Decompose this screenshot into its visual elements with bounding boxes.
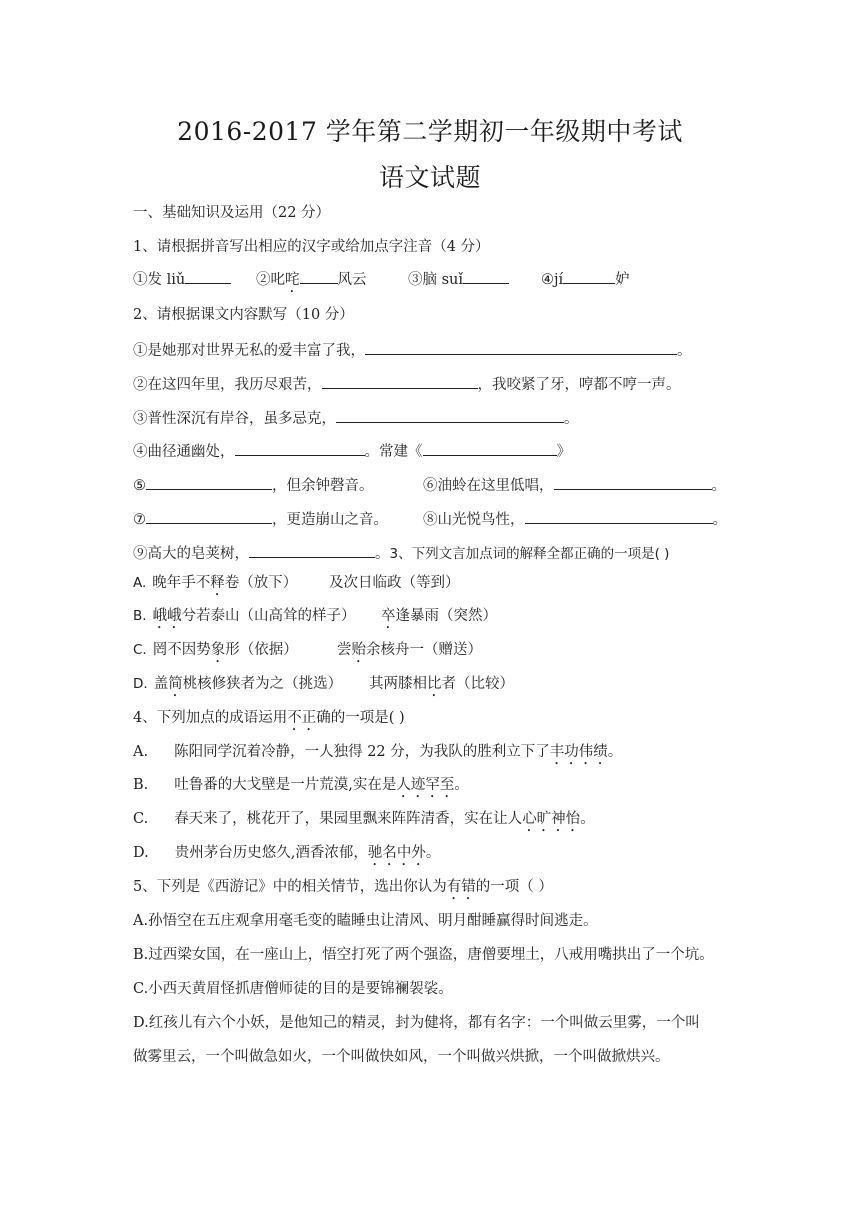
q5-option-c: C.小西天黄眉怪抓唐僧师徒的目的是要锦襕袈裟。 bbox=[133, 981, 453, 997]
answer-blank[interactable] bbox=[146, 474, 272, 490]
question-1-prompt: 1、请根据拼音写出相应的汉字或给加点字注音（4 分） bbox=[133, 239, 490, 255]
answer-blank[interactable] bbox=[336, 407, 564, 423]
q5-option-a: A.孙悟空在五庄观拿用毫毛变的瞌睡虫让清风、明月酣睡赢得时间逃走。 bbox=[133, 913, 598, 929]
exam-title: 2016-2017 学年第二学期初一年级期中考试 bbox=[177, 117, 683, 146]
q5-option-b: B.过西梁女国，在一座山上，悟空打死了两个强盗，唐僧要埋土，八戒用嘴拱出了一个坑。 bbox=[133, 947, 714, 963]
question-4-prompt: 4、下列加点的成语运用不正确的一项是( ) bbox=[133, 710, 405, 726]
q2-line-1: ①是她那对世界无私的爱丰富了我， 。 bbox=[133, 339, 692, 361]
answer-blank[interactable] bbox=[146, 508, 272, 524]
answer-blank[interactable] bbox=[185, 268, 231, 284]
q4-option-b: B. 吐鲁番的大戈壁是一片荒漠,实在是人迹罕至。 bbox=[133, 777, 469, 793]
question-2-prompt: 2、请根据课文内容默写（10 分） bbox=[133, 307, 354, 323]
q3-option-c: C. 罔不因势象形（依据） 尝贻余核舟一（赠送） bbox=[133, 642, 482, 658]
q1-item-1: ①发 liǔ bbox=[133, 268, 231, 290]
q5-option-d-line-2: 做雾里云，一个叫做急如火，一个叫做快如风，一个叫做兴烘掀，一个叫做掀烘兴。 bbox=[133, 1049, 670, 1065]
q2-line-4: ④曲径通幽处， 。常建《 》 bbox=[133, 440, 571, 462]
q2-line-3: ③普性深沉有岸谷，虽多忌克， 。 bbox=[133, 407, 579, 429]
q3-option-b: B. 峨峨兮若泰山（山高耸的样子） 卒逢暴雨（突然） bbox=[133, 608, 497, 624]
q2-line-2: ②在这四年里，我历尽艰苦， ，我咬紧了牙，哼都不哼一声。 bbox=[133, 373, 681, 395]
answer-blank[interactable] bbox=[235, 440, 365, 456]
answer-blank[interactable] bbox=[463, 268, 509, 284]
answer-blank[interactable] bbox=[249, 542, 375, 558]
answer-blank[interactable] bbox=[365, 339, 677, 355]
answer-blank[interactable] bbox=[300, 268, 338, 284]
exam-subtitle: 语文试题 bbox=[378, 163, 481, 192]
q5-option-d-line-1: D.红孩儿有六个小妖，是他知己的精灵，封为健将，都有名字：一个叫做云里雾，一个叫 bbox=[133, 1015, 700, 1031]
answer-blank[interactable] bbox=[525, 508, 713, 524]
exam-page: 2016-2017 学年第二学期初一年级期中考试 语文试题 一、基础知识及运用（22 分） 1、请根据拼音写出相应的汉字或给加点字注音（4 分） ①发 liǔ ②叱咤 风云 ③脑 suǐ ④jí 妒 2、请根据课文内容默写（10 分） ①是她那对世界无私的爱丰富了我， 。 ②在这四年里，我历尽艰苦， ，我咬紧了牙，哼都不哼一声。 ③普性深沉有岸谷，虽多忌克， 。 ④曲径通幽处， 。常建《 》 ⑤ ，但余钟磬音。 ⑥油蛉在这里低唱， 。 ⑦ ，更造崩山之音。 ⑧山光悦鸟性， 。 ⑨高大的皂荚树， 。3、下列文言加点词的解释全都正确的一项是( ) A. 晚年手不释卷（放下） 及次日临政（等到） B. 峨峨兮若泰山（山高耸的样子） 卒逢暴雨（突然） C. 罔不因势象形（依据） 尝贻余核舟一（赠送） D. 盖简桃核修狭者为之（挑选） 其两膝相比者（比较） 4、下列加点的成语运用不正确的一项是( ) A. 陈阳同学沉着冷静，一人独得 22 分，为我队的胜利立下了丰功伟绩。 B. 吐鲁番的大戈壁是一片荒漠,实在是人迹罕至。 C. 春天来了，桃花开了，果园里飘来阵阵清香，实在让人心旷神怡。 D. 贵州茅台历史悠久,酒香浓郁，驰名中外。 5、下列是《西游记》中的相关情节，选出你认为有错的一项（ ） A.孙悟空在五庄观拿用毫毛变的瞌睡虫让清风、明月酣睡赢得时间逃走。 B.过西梁女国，在一座山上，悟空打死了两个强盗，唐僧要埋土，八戒用嘴拱出了一个坑。 C.小西天黄眉怪抓唐僧师徒的目的是要锦襕袈裟。 D.红孩儿有六个小妖，是他知己的精灵，封为健将，都有名字：一个叫做云里雾，一个叫 做雾里云，一个叫做急如火，一个叫做快如风，一个叫做兴烘掀，一个叫做掀烘兴。 bbox=[0, 0, 860, 1216]
q1-item-3: ③脑 suǐ bbox=[408, 268, 509, 290]
q1-item-2: ②叱咤 风云 bbox=[256, 268, 367, 296]
q4-option-a: A. 陈阳同学沉着冷静，一人独得 22 分，为我队的胜利立下了丰功伟绩。 bbox=[133, 744, 623, 760]
q4-option-d: D. 贵州茅台历史悠久,酒香浓郁，驰名中外。 bbox=[133, 845, 441, 861]
section-heading: 一、基础知识及运用（22 分） bbox=[133, 205, 331, 221]
q3-option-a: A. 晚年手不释卷（放下） 及次日临政（等到） bbox=[133, 575, 460, 591]
question-3-prompt: 3、下列文言加点词的解释全都正确的一项是( ) bbox=[389, 546, 670, 562]
q1-item-4: ④jí 妒 bbox=[541, 268, 630, 290]
answer-blank[interactable] bbox=[563, 268, 615, 284]
answer-blank[interactable] bbox=[423, 440, 557, 456]
answer-blank[interactable] bbox=[322, 373, 478, 389]
q2-line-9: ⑨高大的皂荚树， 。3、下列文言加点词的解释全都正确的一项是( ) bbox=[133, 542, 669, 564]
q4-option-c: C. 春天来了，桃花开了，果园里飘来阵阵清香，实在让人心旷神怡。 bbox=[133, 811, 595, 827]
q3-option-d: D. 盖简桃核修狭者为之（挑选） 其两膝相比者（比较） bbox=[133, 676, 514, 692]
question-5-prompt: 5、下列是《西游记》中的相关情节，选出你认为有错的一项（ ） bbox=[133, 879, 553, 895]
answer-blank[interactable] bbox=[554, 474, 712, 490]
